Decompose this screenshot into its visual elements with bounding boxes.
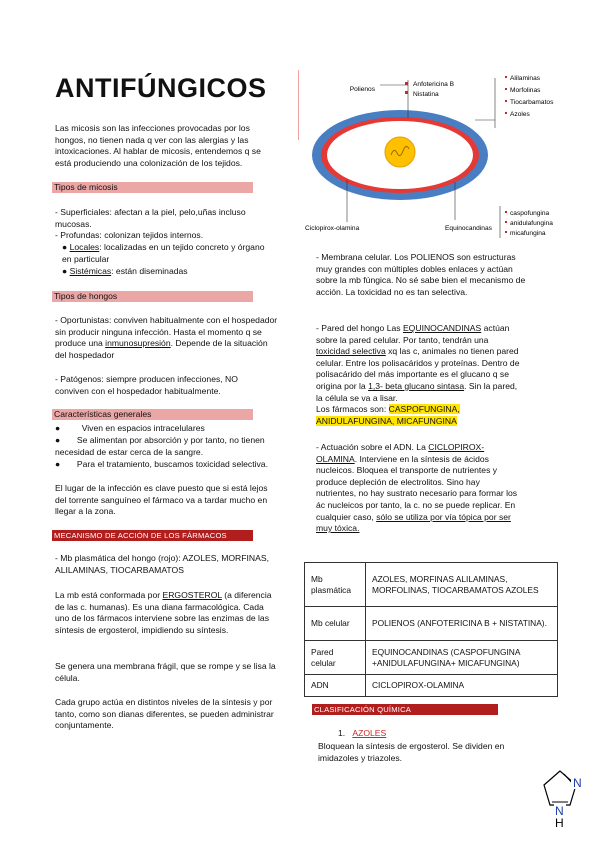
table-cell: Pared celular [305,641,366,675]
patogenos-text: - Patógenos: siempre producen infecciones, NO conviven con el hospedador habitualmente. [55,374,238,396]
polienos-label: Polienos [349,86,375,93]
hydrogen-label: H [555,816,564,829]
marker [505,88,507,90]
adn-topica: sólo se utiliza por vía tópica por ser muy tóxica. [316,511,511,534]
azoles-label: Azoles [510,111,530,118]
azoles-item-num: 1. [338,728,346,738]
marker [505,76,507,78]
membrana-paragraph: - Membrana celular. Los POLIENOS son estructuras muy grandes con múltiples dobles enlaces y actúan sobre la mb fúngica. No sé sabe bien el mecanismo de acción. La toxicidad no es tan selectiva. [316,252,526,297]
equinocandinas-term: EQUINOCANDINAS [402,323,482,333]
pared-d: . Sin la pared, la célula se va a lisar. [316,380,518,403]
sistemicas-label: Sistémicas [69,266,112,276]
table-cell: Mb celular [305,607,366,641]
mecanismo-p4: Cada grupo actúa en distintos niveles de la síntesis y por tanto, como son dianas diferentes, se pueden administrar conjuntamente. [55,697,274,731]
locales-label: Locales [69,242,100,252]
bullet-1-text: Viven en espacios intracelulares [81,423,205,433]
pared-c: xq las c, animales no tienen pared celular. Entre los polisacáridos y proteínas. Dentro de polisacárido del más importante es el glucano q se origina por la [316,346,520,391]
farmacos-label: Los fármacos son: [316,404,389,415]
sistemicas-desc: : están diseminadas [111,266,188,276]
table-cell: POLIENOS (ANFOTERICINA B + NISTATINA). [366,607,558,641]
table-cell: EQUINOCANDINAS (CASPOFUNGINA +ANIDULAFUNGINA+ MICAFUNGINA) [366,641,558,675]
marker [505,231,507,233]
anfotericina-label: Anfotericina B [413,81,455,88]
mecanismo-p2b: (a diferencia de las c. humanas). Es una diana farmacológica. Cada uno de los fármacos interviene sobre las enzimas de las síntesis de ergosterol, impidiendo su síntesis. [55,590,272,635]
section-tipos-hongos: Tipos de hongos [52,291,253,302]
nistatina-label: Nistatina [413,91,439,98]
micafungina-label: micafungina [510,230,546,237]
marker [405,91,408,94]
glucano-sintasa-term: 1,3- beta glucano sintasa [368,380,465,391]
azoles-item-label: AZOLES [352,728,387,738]
section-mecanismo: MECANISMO DE ACCIÓN DE LOS FÁRMACOS [52,530,253,541]
table-cell: AZOLES, MORFINAS ALILAMINAS, MORFOLINAS, TIOCARBAMATOS AZOLES [366,563,558,607]
mecanismo-p2 [55,590,277,636]
table-cell: ADN [305,675,366,697]
locales-desc: : localizadas en un tejido concreto y órgano en particular [62,242,265,264]
inmunosupresion-term: inmunosupresión [105,338,171,349]
table-row [305,563,558,607]
azoles-text: Bloquean la síntesis de ergosterol. Se dividen en imidazoles y triazoles. [318,741,505,763]
caracteristicas-bullet-3: ● Para el tratamiento, buscamos toxicidad selectiva. [55,459,268,469]
page-title: ANTIFÚNGICOS [55,73,267,103]
mecanismo-p3: Se genera una membrana frágil, que se rompe y se lisa la célula. [55,661,276,683]
ciclopirox-term: CICLOPIROX-OLAMINA [316,442,485,464]
table-row [305,641,558,675]
superficiales-text: - Superficiales: afectan a la piel, pelo,uñas incluso mucosas. [55,207,246,229]
alilaminas-label: Alilaminas [510,75,541,82]
tiocarbamatos-label: Tiocarbamatos [510,99,554,106]
oportunistas-b: . Depende de la situación del hospedador [55,338,268,360]
table-cell: CICLOPIROX-OLAMINA [366,675,558,697]
table-row [305,675,558,697]
mechanism-table [304,562,558,697]
locales-text: ● Locales: localizadas en un tejido concreto y órgano en particular [62,242,265,264]
mecanismo-p2a: La mb está conformada por [55,590,163,600]
table-row [305,607,558,641]
marker [405,82,408,85]
ciclopirox-label: Ciclopirox-olamina [305,225,360,232]
anidulafungina-label: anidulafungina [510,220,553,227]
table-cell: Mb plasmática [305,563,366,607]
mecanismo-p1: - Mb plasmática del hongo (rojo): AZOLES, MORFINAS, ALILAMINAS, TIOCARBAMATOS [55,553,269,575]
caracteristicas-paragraph: El lugar de la infección es clave puesto que si está lejos del torrente sanguíneo el fármaco va a tardar mucho en llegar a la zona. [55,483,268,517]
adn-paragraph [316,442,521,535]
nitrogen-label: N [573,776,582,790]
pared-b: actúan sobre la pared celular. Por tanto, tendrán una [316,323,510,345]
imidazole-molecule [530,757,590,829]
ergosterol-term: ERGOSTEROL [162,590,222,600]
oportunistas-a: - Oportunistas: conviven habitualmente con el hospedador sin producir ninguna infección. Hasta el momento q se produce una [55,315,278,349]
morfolinas-label: Morfolinas [510,87,541,94]
caracteristicas-bullet-1: ● Viven en espacios intracelulares [55,423,205,433]
oportunistas-text [55,315,280,361]
equinocandinas-label: Equinocandinas [445,225,492,232]
azoles-item [338,728,386,740]
nucleus [385,137,415,167]
caracteristicas-bullet-2: ● Se alimentan por absorción y por tanto, no tienen necesidad de estar cerca de la sangre. [55,435,265,457]
sistemicas-text: ● Sistémicas: están diseminadas [62,266,188,276]
adn-b: . Interviene en la síntesis de ácidos nucleicos. Bloquea el transporte de nutrientes y produce depleción de electrolitos. Sino hay nutrientes, no hay sustrato necesario para formar los ác nucleicos por tanto, la c. no se puede replicar. En cualquier caso, [316,453,518,522]
marker [505,221,507,223]
bullet-3-text: Para el tratamiento, buscamos toxicidad selectiva. [76,459,268,469]
column-divider [298,70,299,140]
marker [505,112,507,114]
marker [505,100,507,102]
caspofungina-label: caspofungina [510,210,550,217]
adn-a: - Actuación sobre el ADN. La [316,442,429,452]
toxicidad-selectiva-term: toxicidad selectiva [316,346,386,357]
intro-paragraph: Las micosis son las infecciones provocadas por los hongos, no tienen nada q ver con las alergias y las intoxicaciones. Al hablar de micosis, entendemos q se está produciendo una colonización de los tejidos. [55,123,261,168]
pared-a: - Pared del hongo Las [316,323,403,333]
bullet-2-text: Se alimentan por absorción y por tanto, no tienen necesidad de estar cerca de la sangre. [55,435,265,457]
profundas-text: - Profundas: colonizan tejidos internos. [55,230,204,240]
marker [505,211,507,213]
pared-paragraph [316,323,524,427]
section-caracteristicas: Características generales [52,409,253,420]
nitrogen-nh-label: N [555,804,564,818]
fungal-cell-diagram [305,70,580,240]
farmacos-highlight: CASPOFUNGINA, ANIDULAFUNGINA, MICAFUNGINA [316,404,460,426]
section-clasificacion: CLASIFICACIÓN QUÍMICA [312,704,498,715]
section-tipos-micosis: Tipos de micosis [52,182,253,193]
